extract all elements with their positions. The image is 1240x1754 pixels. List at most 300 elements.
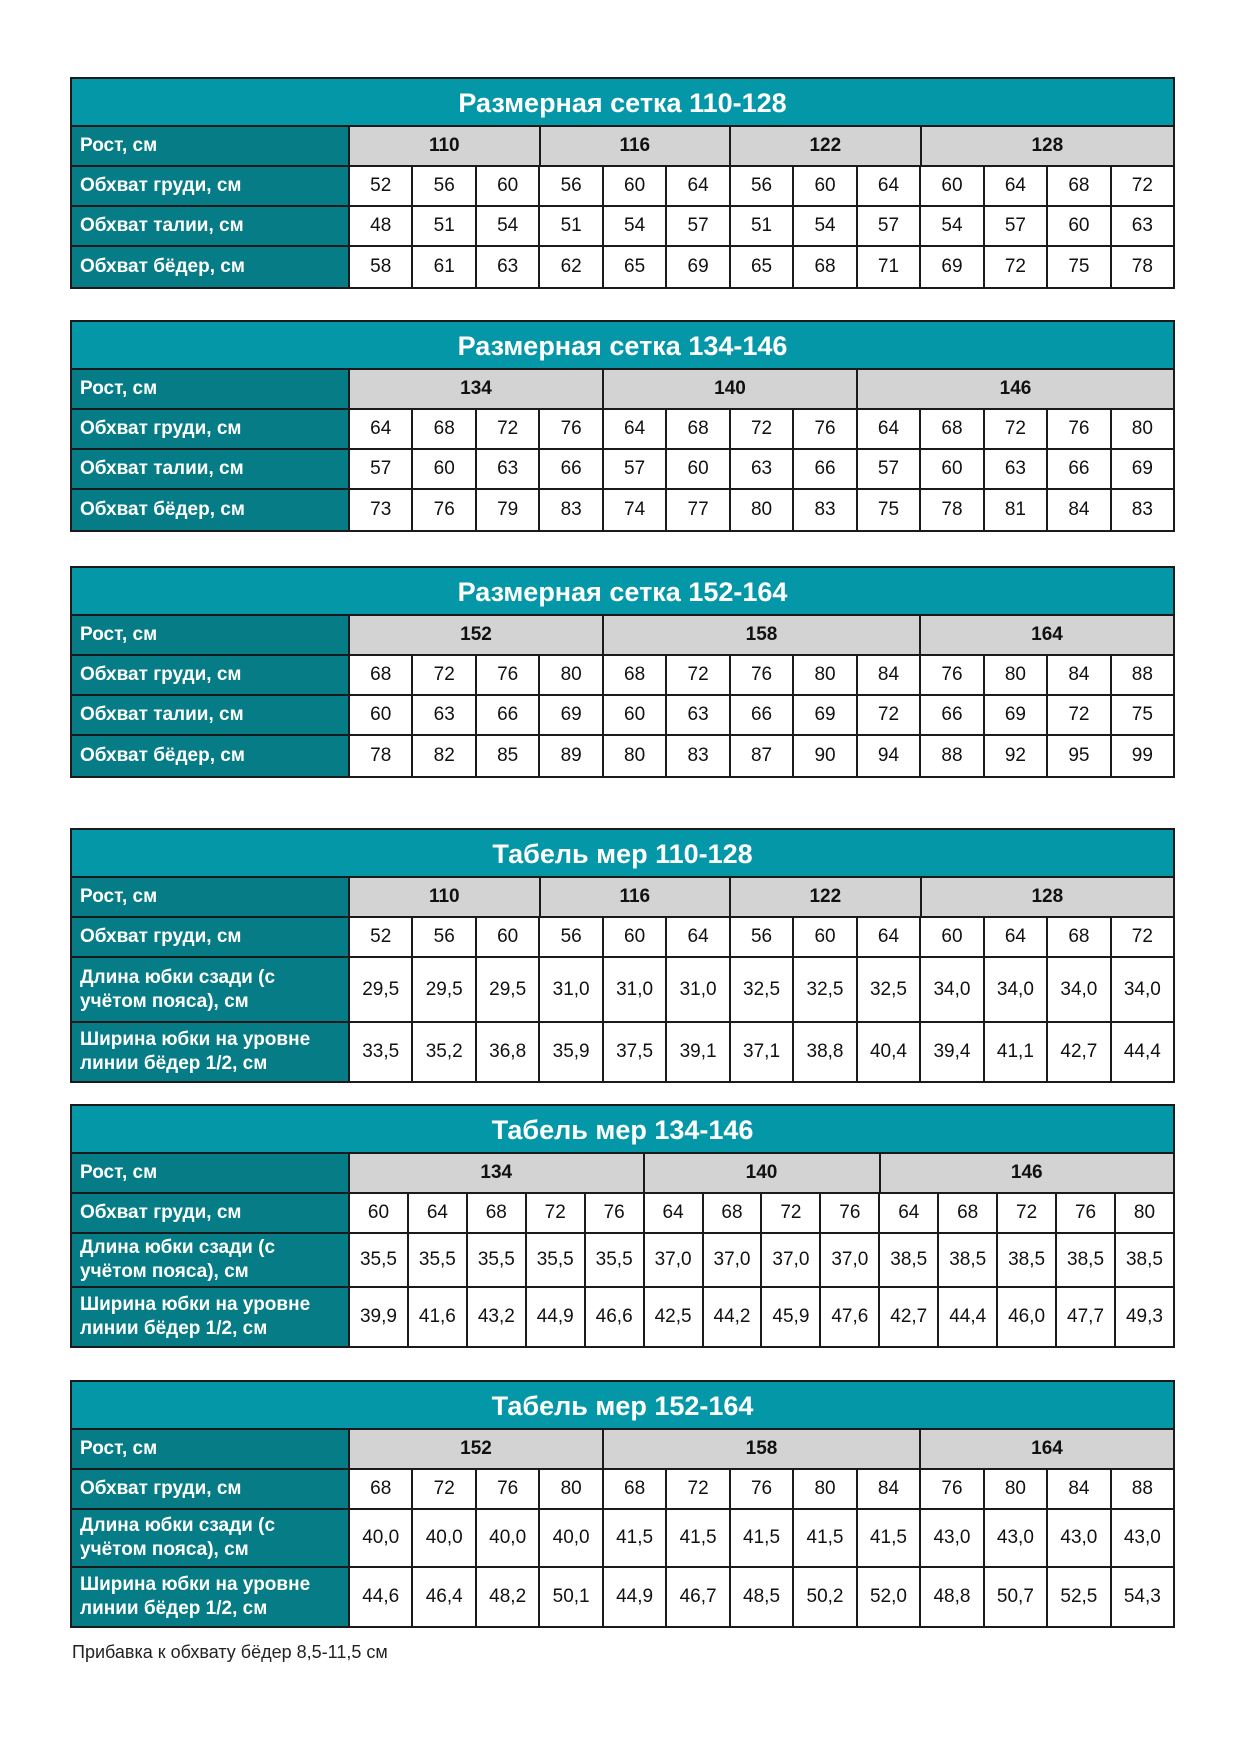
table-cell: 76 [794, 410, 857, 448]
size-table [70, 566, 1175, 778]
table-cell: 88 [1131, 664, 1153, 685]
row-label: Обхват груди, см [72, 410, 350, 448]
row-label: Рост, см [72, 127, 350, 165]
table-cell: 29,5 [350, 958, 413, 1021]
table-title: Размерная сетка 110-128 [72, 79, 1173, 127]
table-cell: 83 [540, 490, 603, 530]
table-cell: 68 [604, 656, 667, 694]
height-row [72, 1154, 1173, 1194]
table-cell: 78 [1131, 256, 1153, 277]
table-cell: 52 [350, 167, 413, 205]
table-cell: 60 [350, 1194, 409, 1232]
table-cell: 80 [985, 656, 1048, 694]
table-cell: 41,5 [858, 1510, 921, 1566]
table-cell: 66 [477, 696, 540, 734]
table-cell: 66 [1048, 450, 1111, 488]
table-row [72, 450, 1173, 490]
table-cell: 49,3 [1125, 1306, 1163, 1327]
table-cell: 72 [477, 410, 540, 448]
table-cell: 84 [1048, 1470, 1111, 1508]
table-title: Табель мер 110-128 [72, 830, 1173, 878]
table-cell: 72 [985, 247, 1048, 287]
table-cell: 72 [731, 410, 794, 448]
table-cell: 80 [540, 656, 603, 694]
table-cell: 60 [794, 918, 857, 956]
table-cell: 64 [667, 918, 730, 956]
table-cell: 72 [667, 656, 730, 694]
table-cell: 75 [858, 490, 921, 530]
table-cell: 41,6 [409, 1288, 468, 1346]
row-label: Рост, см [72, 878, 350, 916]
table-cell: 63 [667, 696, 730, 734]
table-cell: 56 [731, 918, 794, 956]
height-header-cell: 116 [541, 878, 732, 916]
table-cell: 48 [350, 207, 413, 245]
table-cell: 85 [477, 736, 540, 776]
table-cell: 78 [350, 736, 413, 776]
row-label: Рост, см [72, 1154, 350, 1192]
height-header-cell: 140 [604, 370, 858, 408]
table-cell: 60 [921, 918, 984, 956]
table-cell: 52,5 [1048, 1568, 1111, 1626]
table-row [72, 1288, 1173, 1346]
table-cell: 60 [921, 450, 984, 488]
table-row [72, 167, 1173, 207]
table-row [72, 410, 1173, 450]
table-cell: 76 [731, 656, 794, 694]
table-cell: 71 [858, 247, 921, 287]
table-cell: 35,5 [350, 1234, 409, 1286]
table-cell: 35,5 [586, 1234, 645, 1286]
table-cell: 60 [477, 167, 540, 205]
table-cell: 51 [413, 207, 476, 245]
table-cell: 43,0 [921, 1510, 984, 1566]
table-cell: 50,2 [794, 1568, 857, 1626]
table-cell: 32,5 [794, 958, 857, 1021]
table-cell: 56 [413, 167, 476, 205]
table-cell: 44,9 [604, 1568, 667, 1626]
table-cell: 44,4 [1123, 1041, 1161, 1062]
table-cell: 65 [731, 247, 794, 287]
table-cell: 63 [477, 450, 540, 488]
table-cell: 66 [540, 450, 603, 488]
table-cell: 76 [921, 1470, 984, 1508]
table-cell: 80 [794, 656, 857, 694]
table-cell: 35,2 [413, 1023, 476, 1081]
table-cell: 34,0 [921, 958, 984, 1021]
table-cell: 50,1 [540, 1568, 603, 1626]
table-cell: 68 [704, 1194, 763, 1232]
height-header-cell: 164 [921, 616, 1173, 654]
table-cell: 44,6 [350, 1568, 413, 1626]
height-header-cell: 134 [350, 370, 604, 408]
table-cell: 64 [645, 1194, 704, 1232]
table-cell: 75 [1131, 704, 1153, 725]
table-cell: 74 [604, 490, 667, 530]
size-table [70, 320, 1175, 532]
height-row [72, 127, 1173, 167]
table-cell: 64 [667, 167, 730, 205]
table-cell: 45,9 [762, 1288, 821, 1346]
table-cell: 48,2 [477, 1568, 540, 1626]
table-cell: 72 [1131, 175, 1153, 196]
table-cell: 60 [921, 167, 984, 205]
height-header-cell: 152 [350, 1430, 604, 1468]
table-cell: 32,5 [858, 958, 921, 1021]
table-cell: 76 [540, 410, 603, 448]
table-cell: 60 [413, 450, 476, 488]
table-cell: 62 [540, 247, 603, 287]
table-cell: 76 [1057, 1194, 1116, 1232]
row-label: Длина юбки сзади (с учётом пояса), см [72, 1234, 350, 1286]
table-cell: 69 [921, 247, 984, 287]
table-cell: 72 [667, 1470, 730, 1508]
row-label: Ширина юбки на уровне линии бёдер 1/2, см [72, 1568, 350, 1626]
table-cell: 44,4 [939, 1288, 998, 1346]
table-cell: 68 [939, 1194, 998, 1232]
table-cell: 36,8 [477, 1023, 540, 1081]
table-row [72, 1023, 1173, 1081]
table-cell: 69 [985, 696, 1048, 734]
table-row [72, 1234, 1173, 1288]
table-cell: 42,7 [880, 1288, 939, 1346]
table-row [72, 1568, 1173, 1626]
table-cell: 41,5 [731, 1510, 794, 1566]
table-cell: 57 [858, 450, 921, 488]
table-cell: 63 [731, 450, 794, 488]
table-cell: 40,4 [858, 1023, 921, 1081]
table-cell: 35,5 [468, 1234, 527, 1286]
table-cell: 38,5 [1125, 1249, 1163, 1270]
row-label: Обхват бёдер, см [72, 247, 350, 287]
table-cell: 84 [1048, 490, 1111, 530]
row-label: Обхват бёдер, см [72, 490, 350, 530]
table-cell: 61 [413, 247, 476, 287]
table-cell: 32,5 [731, 958, 794, 1021]
table-cell: 40,0 [413, 1510, 476, 1566]
table-cell: 48,8 [921, 1568, 984, 1626]
table-cell: 88 [921, 736, 984, 776]
table-cell: 40,0 [477, 1510, 540, 1566]
table-cell: 64 [604, 410, 667, 448]
height-header-cell: 152 [350, 616, 604, 654]
table-cell: 95 [1048, 736, 1111, 776]
table-cell: 31,0 [604, 958, 667, 1021]
table-cell: 64 [858, 410, 921, 448]
row-label: Обхват талии, см [72, 696, 350, 734]
height-header-cell: 122 [731, 878, 922, 916]
table-cell: 69 [794, 696, 857, 734]
table-cell: 43,0 [1123, 1527, 1161, 1548]
height-header-cell: 164 [921, 1430, 1173, 1468]
table-cell: 68 [413, 410, 476, 448]
table-cell: 60 [794, 167, 857, 205]
table-cell: 79 [477, 490, 540, 530]
table-cell: 68 [350, 1470, 413, 1508]
height-row [72, 616, 1173, 656]
table-cell: 39,9 [350, 1288, 409, 1346]
table-cell: 90 [794, 736, 857, 776]
table-cell: 57 [350, 450, 413, 488]
table-cell: 34,0 [1048, 958, 1111, 1021]
table-cell: 54 [604, 207, 667, 245]
table-cell: 41,5 [667, 1510, 730, 1566]
table-cell: 39,1 [667, 1023, 730, 1081]
table-cell: 64 [985, 167, 1048, 205]
height-header-cell: 116 [541, 127, 732, 165]
row-label: Рост, см [72, 370, 350, 408]
size-table [70, 1104, 1175, 1348]
height-header-cell: 128 [922, 878, 1173, 916]
height-header-cell: 146 [858, 370, 1173, 408]
table-cell: 94 [858, 736, 921, 776]
table-cell: 38,5 [1057, 1234, 1116, 1286]
row-label: Обхват груди, см [72, 1470, 350, 1508]
table-cell: 76 [413, 490, 476, 530]
table-title: Размерная сетка 152-164 [72, 568, 1173, 616]
table-cell: 52,0 [858, 1568, 921, 1626]
size-table [70, 828, 1175, 1083]
table-row [72, 1510, 1173, 1568]
table-cell: 87 [731, 736, 794, 776]
table-cell: 80 [604, 736, 667, 776]
table-cell: 68 [1048, 167, 1111, 205]
table-cell: 54 [477, 207, 540, 245]
table-cell: 64 [409, 1194, 468, 1232]
table-title: Табель мер 134-146 [72, 1106, 1173, 1154]
table-cell: 37,5 [604, 1023, 667, 1081]
table-cell: 43,2 [468, 1288, 527, 1346]
row-label: Рост, см [72, 616, 350, 654]
table-cell: 84 [1048, 656, 1111, 694]
table-cell: 89 [540, 736, 603, 776]
table-cell: 52 [350, 918, 413, 956]
table-cell: 80 [731, 490, 794, 530]
table-cell: 63 [413, 696, 476, 734]
height-row [72, 370, 1173, 410]
table-row [72, 656, 1173, 696]
table-cell: 64 [350, 410, 413, 448]
table-cell: 58 [350, 247, 413, 287]
table-cell: 66 [921, 696, 984, 734]
table-cell: 38,5 [998, 1234, 1057, 1286]
table-cell: 50,7 [985, 1568, 1048, 1626]
table-cell: 46,6 [586, 1288, 645, 1346]
table-cell: 66 [731, 696, 794, 734]
table-cell: 68 [1048, 918, 1111, 956]
table-title: Табель мер 152-164 [72, 1382, 1173, 1430]
table-cell: 83 [794, 490, 857, 530]
table-cell: 76 [477, 656, 540, 694]
table-cell: 64 [880, 1194, 939, 1232]
row-label: Обхват груди, см [72, 656, 350, 694]
table-cell: 76 [921, 656, 984, 694]
table-cell: 76 [821, 1194, 880, 1232]
table-cell: 72 [413, 1470, 476, 1508]
table-cell: 80 [1133, 1202, 1156, 1223]
row-label: Обхват груди, см [72, 918, 350, 956]
table-cell: 60 [667, 450, 730, 488]
table-cell: 72 [998, 1194, 1057, 1232]
table-cell: 63 [477, 247, 540, 287]
row-label: Обхват груди, см [72, 1194, 350, 1232]
height-header-cell: 146 [881, 1154, 1174, 1192]
row-label: Ширина юбки на уровне линии бёдер 1/2, см [72, 1288, 350, 1346]
table-cell: 37,1 [731, 1023, 794, 1081]
table-cell: 56 [540, 167, 603, 205]
table-cell: 51 [540, 207, 603, 245]
height-header-cell: 134 [350, 1154, 645, 1192]
table-cell: 41,1 [985, 1023, 1048, 1081]
table-cell: 37,0 [821, 1234, 880, 1286]
table-cell: 44,9 [527, 1288, 586, 1346]
height-row [72, 878, 1173, 918]
table-row [72, 696, 1173, 736]
height-header-cell: 158 [604, 616, 921, 654]
table-cell: 72 [413, 656, 476, 694]
table-cell: 72 [527, 1194, 586, 1232]
table-cell: 47,7 [1057, 1288, 1116, 1346]
table-row [72, 207, 1173, 247]
table-cell: 57 [858, 207, 921, 245]
table-cell: 76 [477, 1470, 540, 1508]
table-cell: 39,4 [921, 1023, 984, 1081]
table-cell: 72 [762, 1194, 821, 1232]
table-cell: 64 [858, 918, 921, 956]
table-cell: 76 [586, 1194, 645, 1232]
row-label: Ширина юбки на уровне линии бёдер 1/2, см [72, 1023, 350, 1081]
table-cell: 46,0 [998, 1288, 1057, 1346]
table-cell: 64 [858, 167, 921, 205]
size-table [70, 1380, 1175, 1628]
row-label: Длина юбки сзади (с учётом пояса), см [72, 1510, 350, 1566]
height-header-cell: 122 [731, 127, 922, 165]
table-cell: 83 [1131, 499, 1153, 520]
table-cell: 38,5 [939, 1234, 998, 1286]
height-row [72, 1430, 1173, 1470]
table-cell: 78 [921, 490, 984, 530]
table-cell: 60 [604, 696, 667, 734]
table-cell: 80 [1131, 418, 1153, 439]
table-cell: 47,6 [821, 1288, 880, 1346]
table-cell: 83 [667, 736, 730, 776]
height-header-cell: 110 [350, 127, 541, 165]
table-cell: 44,2 [704, 1288, 763, 1346]
table-cell: 37,0 [645, 1234, 704, 1286]
table-row [72, 490, 1173, 530]
table-cell: 54 [794, 207, 857, 245]
table-cell: 60 [604, 918, 667, 956]
table-cell: 35,5 [527, 1234, 586, 1286]
size-table [70, 77, 1175, 289]
height-header-cell: 128 [922, 127, 1173, 165]
table-cell: 65 [604, 247, 667, 287]
table-cell: 63 [985, 450, 1048, 488]
table-cell: 41,5 [794, 1510, 857, 1566]
table-cell: 42,5 [645, 1288, 704, 1346]
table-cell: 88 [1131, 1478, 1153, 1499]
table-cell: 68 [921, 410, 984, 448]
table-row [72, 1194, 1173, 1234]
table-cell: 66 [794, 450, 857, 488]
row-label: Рост, см [72, 1430, 350, 1468]
table-cell: 69 [667, 247, 730, 287]
table-cell: 38,5 [880, 1234, 939, 1286]
table-cell: 40,0 [350, 1510, 413, 1566]
table-cell: 72 [1131, 926, 1153, 947]
table-cell: 46,4 [413, 1568, 476, 1626]
table-cell: 84 [858, 1470, 921, 1508]
row-label: Обхват груди, см [72, 167, 350, 205]
row-label: Длина юбки сзади (с учётом пояса), см [72, 958, 350, 1021]
table-cell: 72 [985, 410, 1048, 448]
table-cell: 84 [858, 656, 921, 694]
table-cell: 68 [350, 656, 413, 694]
table-cell: 81 [985, 490, 1048, 530]
table-cell: 34,0 [985, 958, 1048, 1021]
table-row [72, 1470, 1173, 1510]
table-cell: 92 [985, 736, 1048, 776]
table-cell: 41,5 [604, 1510, 667, 1566]
table-row [72, 958, 1173, 1023]
table-cell: 60 [477, 918, 540, 956]
table-cell: 64 [985, 918, 1048, 956]
table-cell: 60 [1048, 207, 1111, 245]
table-cell: 69 [1131, 458, 1153, 479]
table-cell: 77 [667, 490, 730, 530]
table-cell: 80 [985, 1470, 1048, 1508]
row-label: Обхват бёдер, см [72, 736, 350, 776]
table-cell: 73 [350, 490, 413, 530]
table-cell: 35,9 [540, 1023, 603, 1081]
table-cell: 80 [794, 1470, 857, 1508]
table-cell: 38,8 [794, 1023, 857, 1081]
table-cell: 54,3 [1123, 1586, 1161, 1607]
table-cell: 99 [1131, 745, 1153, 766]
table-cell: 69 [540, 696, 603, 734]
table-cell: 56 [540, 918, 603, 956]
table-cell: 42,7 [1048, 1023, 1111, 1081]
row-label: Обхват талии, см [72, 207, 350, 245]
table-cell: 82 [413, 736, 476, 776]
table-cell: 57 [604, 450, 667, 488]
table-cell: 72 [858, 696, 921, 734]
table-cell: 31,0 [540, 958, 603, 1021]
table-title: Размерная сетка 134-146 [72, 322, 1173, 370]
table-cell: 46,7 [667, 1568, 730, 1626]
table-cell: 43,0 [1048, 1510, 1111, 1566]
table-cell: 76 [731, 1470, 794, 1508]
table-cell: 43,0 [985, 1510, 1048, 1566]
height-header-cell: 110 [350, 878, 541, 916]
table-cell: 40,0 [540, 1510, 603, 1566]
table-cell: 75 [1048, 247, 1111, 287]
table-cell: 35,5 [409, 1234, 468, 1286]
height-header-cell: 140 [645, 1154, 881, 1192]
table-cell: 29,5 [413, 958, 476, 1021]
height-header-cell: 158 [604, 1430, 921, 1468]
table-cell: 48,5 [731, 1568, 794, 1626]
table-cell: 29,5 [477, 958, 540, 1021]
table-cell: 80 [540, 1470, 603, 1508]
table-cell: 54 [921, 207, 984, 245]
table-cell: 37,0 [704, 1234, 763, 1286]
table-cell: 37,0 [762, 1234, 821, 1286]
table-row [72, 918, 1173, 958]
table-cell: 68 [604, 1470, 667, 1508]
table-cell: 56 [731, 167, 794, 205]
table-cell: 60 [350, 696, 413, 734]
